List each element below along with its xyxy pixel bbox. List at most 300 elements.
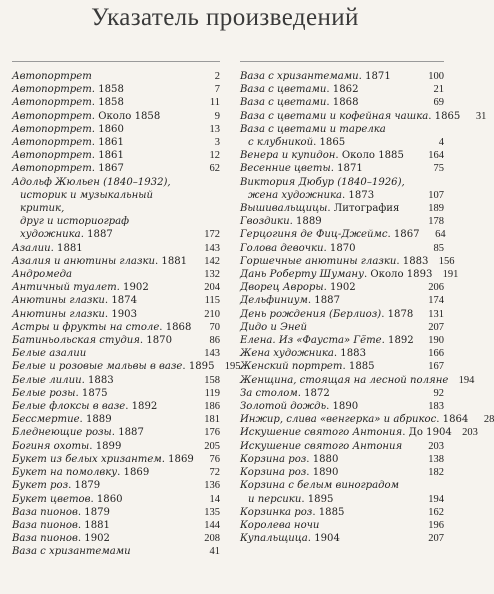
entry-title	[240, 334, 418, 347]
entry-title-line	[12, 96, 194, 109]
entry-work-name: Автопортрет	[12, 110, 92, 122]
entry-work-name: Корзина роз	[240, 467, 307, 479]
entry-title-line	[240, 321, 418, 334]
entry-title	[240, 400, 418, 413]
entry-page-number: 69	[433, 97, 444, 109]
entry-work-name: Елена. Из «Фауста» Гёте	[240, 335, 382, 347]
entry-work-date: . 1867	[91, 163, 124, 175]
entry-title-line	[240, 532, 418, 545]
entry-work-name: Дельфиниум	[240, 295, 308, 307]
entry-work-name: Ваза с цветами	[240, 97, 327, 109]
index-entry	[12, 545, 220, 558]
entry-title	[12, 136, 194, 149]
entry-title	[12, 268, 194, 281]
index-entry	[240, 96, 444, 109]
index-entry	[12, 70, 220, 83]
entry-work-name: жена художника	[248, 189, 343, 201]
entry-work-name: Жена художника	[240, 348, 334, 360]
entry-work-name: Ваза пионов	[12, 506, 78, 518]
entry-work-name: Автопортрет	[12, 123, 92, 135]
entry-work-date: . 1881	[77, 519, 110, 531]
entry-work-date: . 1874	[104, 295, 138, 307]
entry-work-date: . 1860	[91, 123, 124, 135]
entry-title-line	[12, 374, 194, 387]
entry-title-line	[240, 149, 418, 162]
entry-work-date: . 1879	[77, 506, 110, 518]
index-entry	[12, 321, 220, 334]
entry-work-name: Инжир, слива «венгерка» и абрикос	[240, 414, 437, 426]
entry-work-name: Ваза пионов	[12, 533, 78, 545]
entry-title-line	[12, 387, 194, 400]
entry-work-date: . 1879	[68, 480, 101, 492]
entry-work-name: Золотой дождь	[240, 401, 327, 413]
entry-title-line	[240, 360, 418, 373]
entry-work-name: Астры и фрукты на столе	[12, 321, 160, 333]
index-entry	[240, 294, 444, 307]
entry-title-line	[12, 493, 194, 506]
entry-page-number: 167	[428, 361, 444, 373]
entry-title-line	[12, 294, 194, 307]
entry-work-date: . 1870	[139, 335, 173, 347]
entry-title-line	[12, 440, 194, 453]
entry-work-name: Адольф Жюльен (1840–1932),	[12, 176, 171, 188]
entry-page-number: 85	[433, 242, 444, 254]
entry-title	[240, 70, 418, 83]
index-entry	[12, 347, 220, 360]
entry-work-date: . 1868	[159, 321, 192, 333]
entry-work-date: . Около 1893	[363, 269, 433, 281]
entry-page-number: 164	[428, 150, 444, 162]
entry-work-date: . 1902	[116, 282, 149, 294]
entry-title	[240, 440, 418, 453]
entry-work-name: Букет цветов	[12, 493, 91, 505]
entry-work-name: Богиня охоты	[12, 440, 90, 452]
entry-work-name: Королева ночи	[240, 519, 320, 531]
entry-title	[12, 374, 194, 387]
entry-work-date: . 1903	[104, 308, 138, 320]
entry-title-line	[12, 149, 194, 162]
entry-page-number: 166	[428, 348, 444, 360]
entry-title-line	[240, 374, 448, 387]
entry-title-line	[240, 493, 418, 506]
entry-title	[12, 96, 194, 109]
entry-title	[12, 162, 194, 175]
entry-title-line	[240, 83, 418, 96]
entry-work-date: . 1889	[289, 216, 322, 228]
entry-title-line	[12, 453, 194, 466]
index-entry	[12, 506, 220, 519]
entry-work-date: . 1869	[161, 453, 194, 465]
index-entry	[12, 294, 220, 307]
entry-title	[12, 466, 194, 479]
entry-work-date: . 1871	[358, 71, 391, 82]
entry-work-date: . 1858	[91, 84, 124, 96]
entry-title	[240, 308, 418, 321]
entry-title	[240, 162, 418, 175]
entry-work-name: друг и историограф	[20, 216, 130, 228]
entry-work-name: Виктория Дюбур (1840–1926),	[240, 176, 405, 188]
entry-page-number: 138	[428, 453, 444, 465]
entry-title	[240, 453, 418, 466]
entry-title-line	[240, 281, 418, 294]
entry-work-name: с клубникой	[248, 137, 314, 149]
entry-page-number: 7	[214, 84, 220, 96]
entry-work-name: Автопортрет	[12, 84, 92, 96]
entry-title	[240, 479, 418, 505]
entry-title-line	[240, 466, 418, 479]
entry-title	[12, 519, 194, 532]
index-entry	[12, 136, 220, 149]
index-entry	[240, 321, 444, 334]
index-entry	[240, 387, 444, 400]
entry-work-date: . 1902	[323, 282, 356, 294]
entry-work-name: Искушение святого Антония	[240, 440, 403, 452]
index-entry	[12, 360, 241, 373]
entry-work-date: . 1899	[89, 440, 122, 452]
entry-page-number: 70	[209, 321, 220, 333]
entry-title-line	[12, 413, 194, 426]
entry-work-date: . 1880	[306, 453, 339, 465]
entry-page-number: 21	[433, 84, 444, 96]
entry-title	[240, 321, 418, 334]
entry-title-line	[12, 545, 194, 558]
entry-work-name: Ваза с хризантемами	[240, 71, 359, 82]
entry-page-number: 92	[433, 387, 444, 399]
entry-work-name: Ваза с цветами и кофейная чашка	[240, 110, 429, 122]
entry-work-name: Анютины глазки	[12, 308, 105, 320]
entry-work-name: Весенние цветы	[240, 163, 331, 175]
entry-work-date: . До 1904	[402, 427, 452, 439]
entry-page-number: 115	[204, 295, 220, 307]
entry-work-date: . 1887	[111, 427, 144, 439]
entry-work-name: Герцогиня де Фиц-Джеймс	[240, 229, 388, 241]
index-column-right	[240, 70, 494, 594]
entry-title	[12, 479, 194, 492]
entry-title-line	[12, 532, 194, 545]
entry-work-date: . 1869	[117, 467, 150, 479]
index-entry	[240, 149, 444, 162]
entry-page-number: 190	[428, 335, 444, 347]
entry-title	[240, 519, 418, 532]
entry-work-name: Дидо и Эней	[240, 321, 307, 333]
entry-title-line	[12, 189, 194, 215]
entry-title-line	[240, 479, 418, 492]
entry-work-name: Белые флоксы в вазе	[12, 401, 126, 413]
entry-work-name: Автопортрет	[12, 163, 92, 175]
index-entry	[240, 110, 487, 123]
entry-page-number: 172	[204, 229, 220, 241]
entry-work-date: . 1861	[91, 137, 124, 149]
entry-title-line	[12, 255, 194, 268]
entry-title	[12, 347, 194, 360]
entry-page-number: 64	[435, 229, 446, 241]
entry-title	[12, 493, 194, 506]
index-column-left	[12, 70, 241, 594]
index-entry	[12, 162, 220, 175]
entry-work-date: . 1895	[182, 361, 215, 373]
entry-title-line	[12, 334, 194, 347]
entry-title-line	[12, 347, 194, 360]
entry-title-line	[240, 242, 418, 255]
entry-work-name: Дворец Авроры	[240, 282, 324, 294]
entry-work-date: . 1895	[301, 493, 334, 505]
entry-title	[240, 281, 418, 294]
entry-title	[12, 532, 194, 545]
entry-title-line	[12, 136, 194, 149]
index-entry	[240, 440, 444, 453]
entry-page-number: 100	[428, 71, 444, 82]
index-entry	[240, 215, 444, 228]
index-entry	[12, 110, 220, 123]
entry-title-line	[240, 413, 468, 426]
entry-page-number: 196	[428, 519, 444, 531]
entry-title	[240, 242, 418, 255]
entry-page-number: 210	[204, 308, 220, 320]
entry-work-date: . 1885	[342, 361, 375, 373]
entry-title	[12, 387, 194, 400]
entry-work-date: . 1868	[326, 97, 359, 109]
entry-page-number: 11	[209, 97, 220, 109]
entry-work-name: Белые и розовые мальвы в вазе	[12, 361, 183, 373]
entry-title	[240, 255, 428, 268]
entry-page-number: 13	[209, 123, 220, 135]
entry-work-name: Женщина, стоящая на лесной поляне	[240, 374, 449, 386]
index-entry	[240, 426, 478, 439]
entry-page-number: 156	[438, 255, 455, 267]
entry-title	[240, 413, 468, 426]
entry-page-number: 194	[458, 374, 475, 386]
entry-page-number: 208	[204, 533, 220, 545]
index-entry	[240, 308, 444, 321]
entry-work-name: Ваза с цветами	[240, 84, 327, 96]
entry-work-name: Букет из белых хризантем	[12, 453, 162, 465]
entry-work-name: Вышивальщицы	[240, 203, 328, 215]
entry-title	[240, 347, 418, 360]
entry-work-date: . 1875	[75, 387, 108, 399]
entry-title	[12, 453, 194, 466]
entry-page-number: 191	[442, 269, 459, 281]
index-entry	[240, 268, 459, 281]
entry-page-number: 9	[214, 110, 220, 122]
entry-page-number: 76	[209, 453, 220, 465]
entry-title	[12, 176, 194, 242]
entry-work-date: . Около 1858	[91, 110, 161, 122]
entry-title-line	[12, 426, 194, 439]
entry-title	[240, 176, 418, 202]
entry-title	[240, 83, 418, 96]
entry-page-number: 144	[204, 519, 220, 531]
index-entry	[12, 281, 220, 294]
entry-work-date: . 1881	[50, 242, 83, 254]
entry-title	[240, 426, 452, 439]
entry-title	[240, 96, 418, 109]
entry-work-name: Античный туалет	[12, 282, 117, 294]
entry-page-number: 62	[209, 163, 220, 175]
entry-work-name: Белые розы	[12, 387, 76, 399]
entry-page-number: 207	[428, 321, 444, 333]
entry-work-date: . 1867	[387, 229, 420, 241]
entry-title-line	[12, 83, 194, 96]
entry-title	[12, 308, 194, 321]
index-entry	[12, 242, 220, 255]
entry-title-line	[240, 268, 432, 281]
entry-title	[240, 294, 418, 307]
entry-title	[240, 202, 418, 215]
entry-work-name: Азалии	[12, 242, 51, 254]
entry-page-number: 162	[428, 506, 444, 518]
entry-work-name: Женский портрет	[240, 361, 343, 373]
entry-work-date: . 1883	[396, 255, 429, 267]
entry-title-line	[240, 228, 420, 241]
entry-title-line	[240, 202, 418, 215]
entry-title-line	[240, 334, 418, 347]
entry-page-number: 189	[428, 203, 444, 215]
entry-title	[12, 123, 194, 136]
entry-work-date: . 1861	[91, 150, 124, 162]
entry-title-line	[12, 321, 194, 334]
entry-title-line	[240, 426, 452, 439]
entry-work-name: Автопортрет	[12, 150, 92, 162]
entry-work-name: Автопортрет	[12, 71, 92, 82]
entry-work-name: Бессмертие	[12, 414, 80, 426]
entry-work-name: Корзинка роз	[240, 506, 313, 518]
entry-work-name: Гвоздики	[240, 216, 290, 228]
entry-work-date: . 1887	[307, 295, 340, 307]
entry-title	[12, 321, 194, 334]
entry-work-date: . 1871	[330, 163, 363, 175]
entry-page-number: 183	[428, 401, 444, 413]
index-entry	[240, 360, 444, 373]
entry-work-date: . 1873	[342, 189, 375, 201]
entry-work-name: Ваза пионов	[12, 519, 78, 531]
index-entry	[12, 519, 220, 532]
entry-work-name: Белые азалии	[12, 348, 87, 360]
entry-page-number: 176	[204, 427, 220, 439]
entry-title	[12, 83, 194, 96]
entry-work-name: Дань Роберту Шуману	[240, 269, 364, 281]
entry-work-name: Анютины глазки	[12, 295, 105, 307]
entry-work-name: Корзина с белым виноградом	[240, 480, 399, 492]
entry-title-line	[240, 176, 418, 189]
entry-work-date: . 1889	[79, 414, 112, 426]
entry-page-number: 86	[209, 335, 220, 347]
entry-work-date: . 1870	[323, 242, 356, 254]
entry-title	[12, 70, 194, 83]
entry-title-line	[240, 519, 418, 532]
entry-page-number: 207	[428, 533, 444, 545]
entry-page-number: 143	[204, 242, 220, 254]
entry-page-number: 3	[214, 137, 220, 149]
entry-work-name: Белые лилии	[12, 374, 82, 386]
entry-work-name: художника	[20, 229, 81, 241]
entry-page-number: 135	[204, 506, 220, 518]
entry-title-line	[240, 255, 428, 268]
index-entry	[240, 532, 444, 545]
index-entry	[240, 479, 444, 505]
entry-title-line	[12, 268, 194, 281]
entry-title	[240, 374, 448, 387]
entry-title	[12, 413, 194, 426]
entry-work-date: . 1885	[312, 506, 345, 518]
entry-title-line	[240, 123, 418, 136]
entry-title-line	[12, 466, 194, 479]
entry-work-name: Корзина роз	[240, 453, 307, 465]
entry-page-number: 107	[428, 189, 444, 201]
entry-page-number: 14	[209, 493, 220, 505]
entry-page-number: 2	[214, 71, 220, 82]
entry-title	[12, 545, 194, 558]
index-entry	[12, 268, 220, 281]
entry-work-date: . 1860	[90, 493, 123, 505]
entry-title	[240, 506, 418, 519]
index-entry	[240, 70, 444, 83]
entry-page-number: 41	[209, 546, 220, 558]
entry-work-name: Ваза с хризантемами	[12, 546, 131, 558]
entry-work-date: . 1862	[326, 84, 359, 96]
entry-work-name: День рождения (Берлиоз)	[240, 308, 382, 320]
entry-work-name: Андромеда	[12, 269, 72, 281]
entry-page-number: 143	[204, 348, 220, 360]
entry-work-name: Автопортрет	[12, 137, 92, 149]
entry-title	[240, 466, 418, 479]
index-entry	[12, 387, 220, 400]
index-entry	[240, 466, 444, 479]
index-entry	[240, 176, 444, 202]
entry-title-line	[12, 308, 194, 321]
entry-work-date: . 1892	[125, 401, 158, 413]
entry-title-line	[12, 506, 194, 519]
entry-page-number: 12	[209, 150, 220, 162]
entry-title	[12, 242, 194, 255]
entry-title-line	[12, 110, 194, 123]
index-entry	[12, 334, 220, 347]
entry-title-line	[240, 96, 418, 109]
entry-page-number: 4	[438, 137, 444, 149]
entry-page-number: 186	[204, 401, 220, 413]
entry-title	[12, 110, 194, 123]
entry-work-name: Азалия и анютины глазки	[12, 255, 155, 267]
entry-page-number: 75	[433, 163, 444, 175]
index-entry	[240, 202, 444, 215]
index-entry	[12, 453, 220, 466]
entry-title	[12, 360, 215, 373]
entry-work-date: . Литография	[327, 203, 400, 215]
entry-work-date: . 1872	[297, 387, 330, 399]
index-entry	[12, 308, 220, 321]
entry-title	[240, 360, 418, 373]
entry-page-number: 72	[209, 467, 220, 479]
right-top-rule	[240, 61, 444, 62]
entry-work-date: . 1864	[436, 414, 469, 426]
entry-work-name: историк и музыкальный критик,	[20, 189, 153, 215]
entry-title	[240, 110, 460, 123]
entry-work-name: Автопортрет	[12, 97, 92, 109]
entry-work-date: . 1883	[333, 348, 366, 360]
entry-title	[12, 294, 194, 307]
entry-page-number: 203	[462, 427, 478, 439]
index-entry	[12, 532, 220, 545]
entry-work-date: . 1858	[91, 97, 124, 109]
entry-page-number: 181	[204, 414, 220, 426]
entry-page-number: 28	[483, 414, 494, 426]
index-entry	[240, 506, 444, 519]
index-entry	[12, 83, 220, 96]
entry-page-number: 132	[204, 269, 220, 281]
index-entry	[12, 176, 220, 242]
entry-work-name: Искушение святого Антония	[240, 427, 403, 439]
entry-work-date: . 1878	[381, 308, 414, 320]
entry-work-name: и персики	[248, 493, 302, 505]
